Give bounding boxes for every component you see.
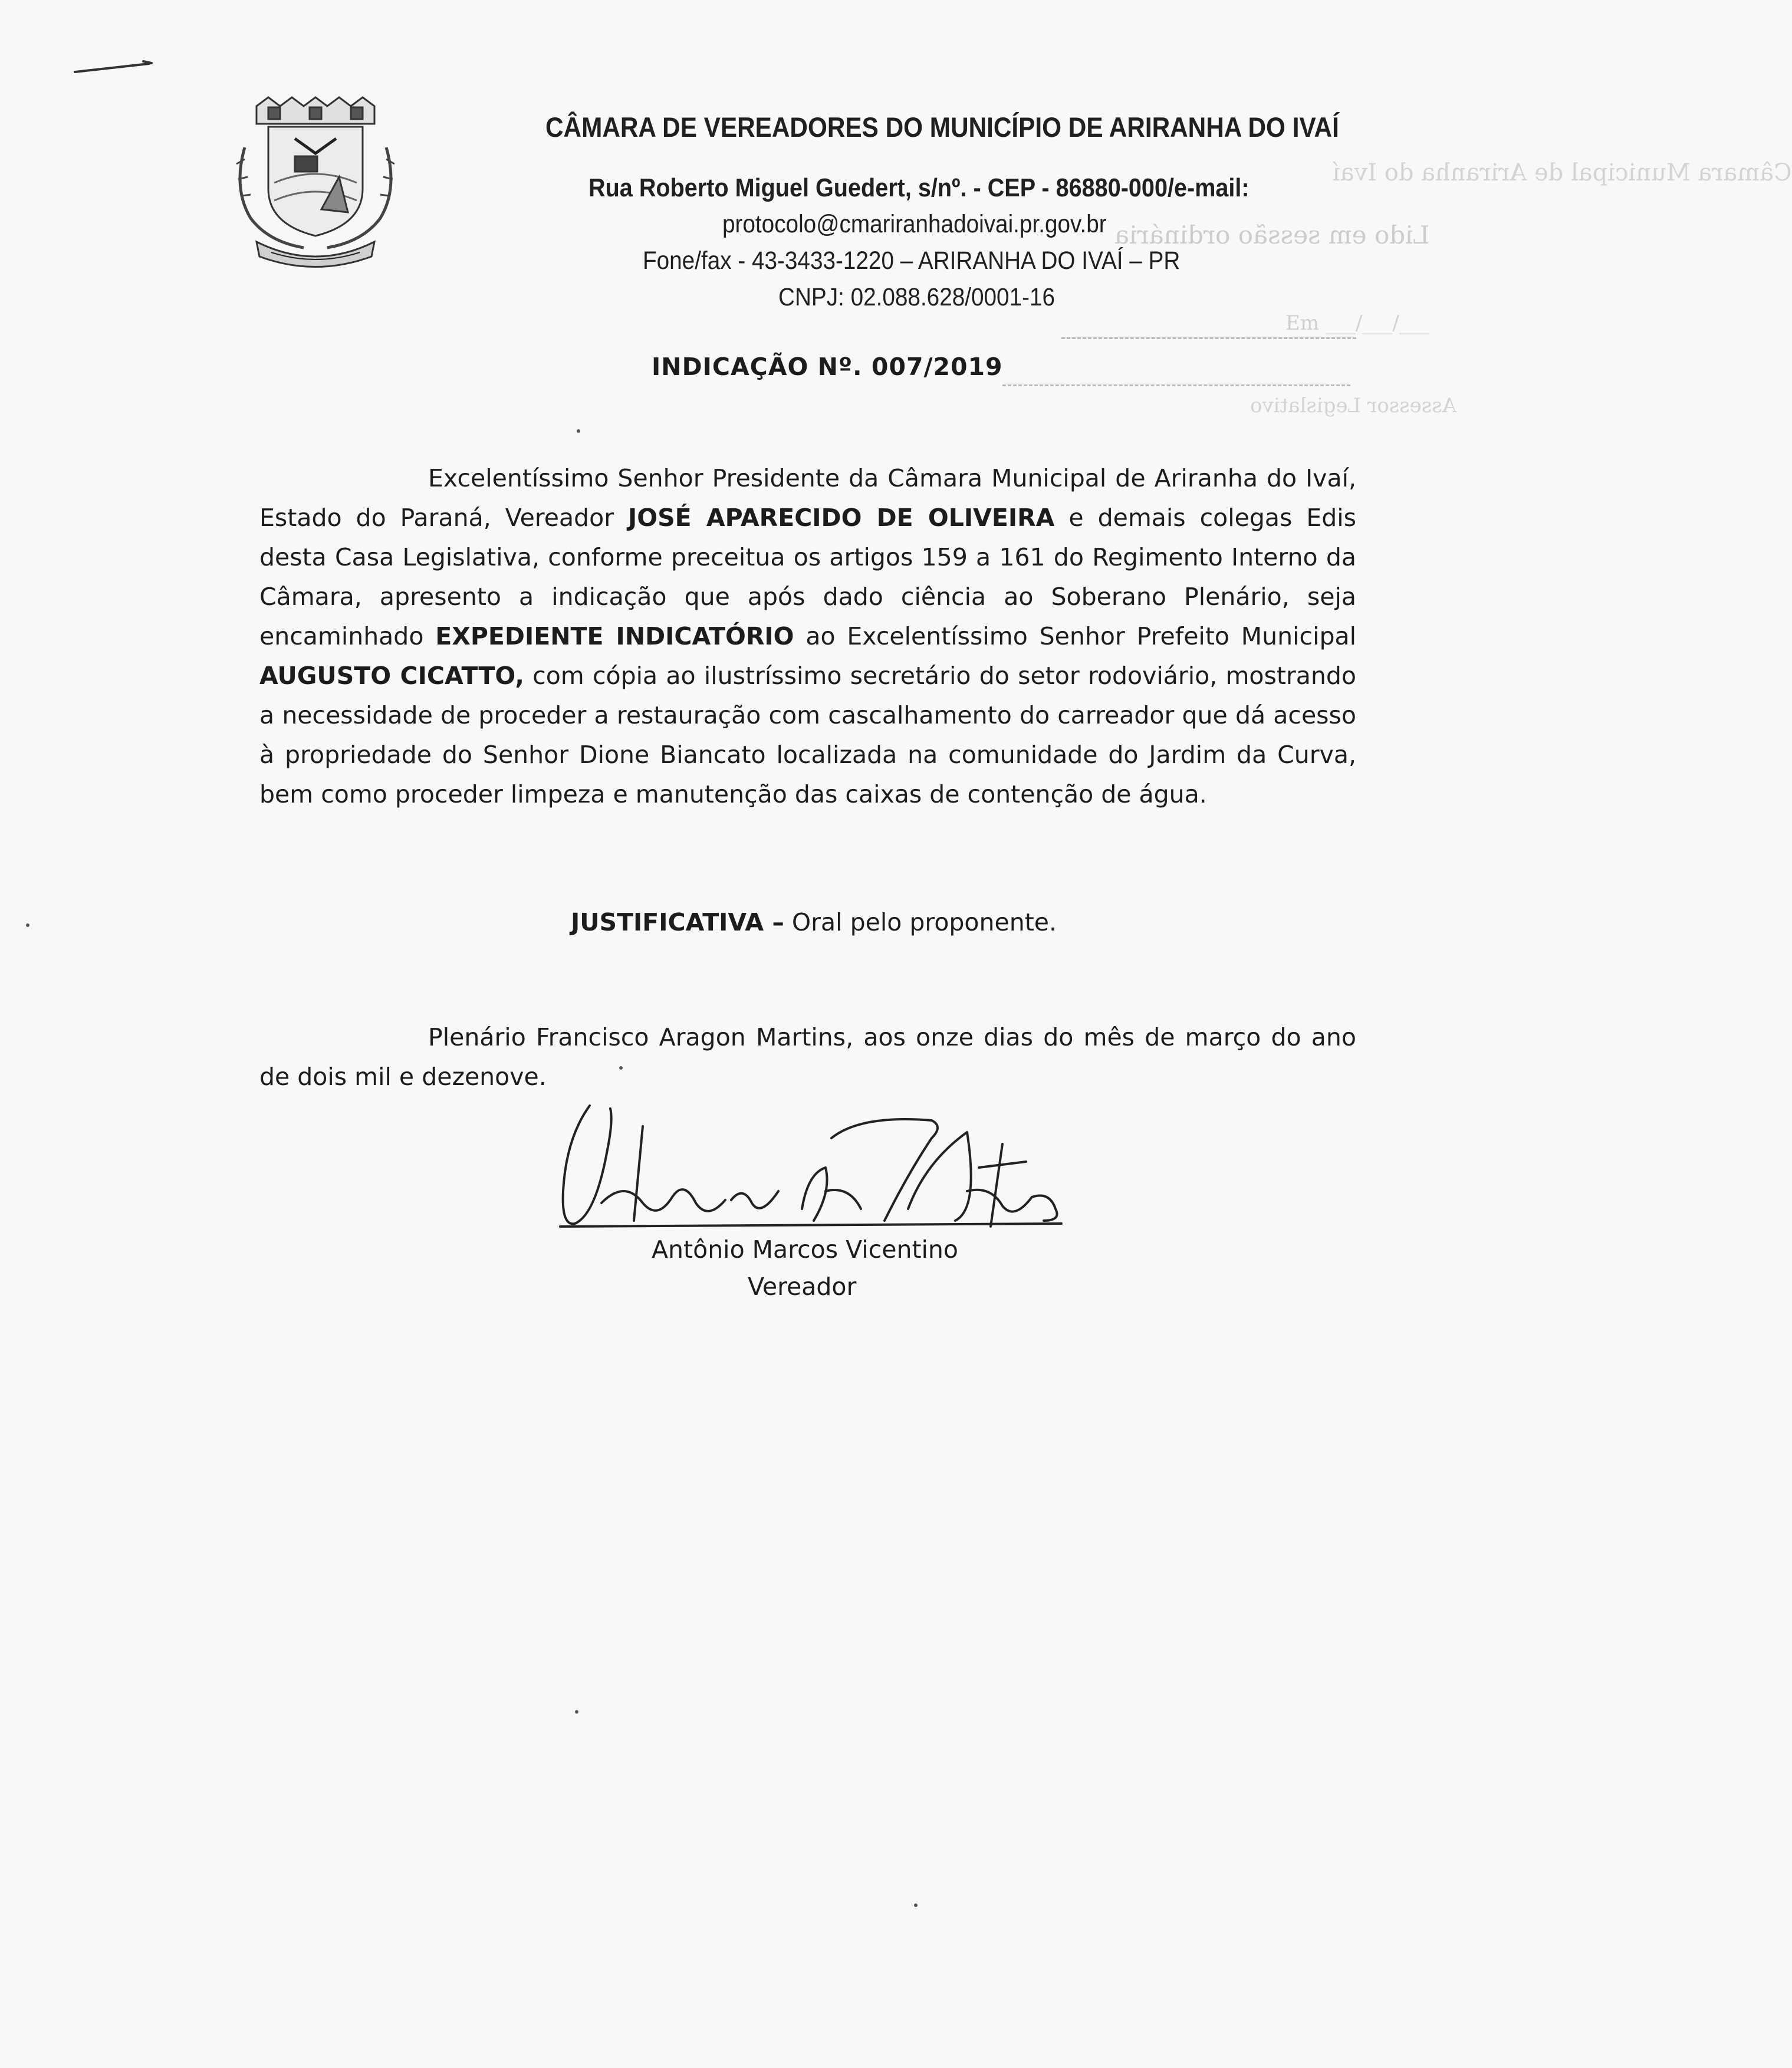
institution-phone: Fone/fax - 43-3433-1220 – ARIRANHA DO IVAÍ – PR <box>643 246 1181 275</box>
institution-cnpj: CNPJ: 02.088.628/0001-16 <box>778 283 1056 311</box>
closing-text: Plenário Francisco Aragon Martins, aos onze dias do mês de março do ano de dois mil e dezenove. <box>259 1023 1356 1091</box>
stamp-rule <box>1002 384 1350 386</box>
scan-speck <box>577 429 580 433</box>
justification-text: Oral pelo proponente. <box>784 908 1057 936</box>
closing-paragraph <box>259 1018 1356 1097</box>
stamp-rule <box>1061 337 1356 339</box>
justification <box>571 908 1057 936</box>
body-text-segment: ao Excelentíssimo Senhor Prefeito Municipal <box>794 622 1356 650</box>
stamp-line-1: Câmara Municipal de Ariranha do Ivaí <box>1333 159 1792 186</box>
institution-address: Rua Roberto Miguel Guedert, s/nº. - CEP - 86880-000/e-mail: <box>588 173 1250 202</box>
body-text-segment: Excelentíssimo Senhor Presidente da Câmara Municipal de Ariranha do Ivaí, Estado do Paraná, Vereador <box>259 464 1356 532</box>
scan-speck <box>26 923 29 927</box>
faded-receipt-stamp <box>1002 154 1792 426</box>
body-text-segment: e demais colegas Edis desta Casa Legislativa, conforme preceitua os artigos 159 a 161 do Regimento Interno da Câmara, apresento a indicação que após dado ciência ao Soberano Plenário, seja encaminhado <box>259 504 1356 650</box>
signer-role: Vereador <box>748 1273 857 1301</box>
municipal-coat-of-arms <box>233 94 398 277</box>
institution-name: CÂMARA DE VEREADORES DO MUNICÍPIO DE ARIRANHA DO IVAÍ <box>545 111 1339 143</box>
scan-speck <box>575 1710 578 1714</box>
document-number-title: INDICAÇÃO Nº. 007/2019 <box>652 353 1003 381</box>
indication-body <box>259 459 1356 814</box>
council-president-name: JOSÉ APARECIDO DE OLIVEIRA <box>628 504 1055 532</box>
stamp-line-3: Em ___/___/___ <box>1285 311 1429 335</box>
justification-label: JUSTIFICATIVA – <box>571 908 784 936</box>
mayor-name: AUGUSTO CICATTO, <box>259 662 524 690</box>
handwritten-signature <box>554 1103 1073 1244</box>
stamp-line-4: Assessor Legislativo <box>1250 394 1457 417</box>
scan-speck <box>619 1066 623 1070</box>
institution-email: protocolo@cmariranhadoivai.pr.gov.br <box>722 210 1107 238</box>
stamp-line-2: Lido em sessão ordinária <box>1114 221 1430 249</box>
body-text-segment: com cópia ao ilustríssimo secretário do setor rodoviário, mostrando a necessidade de proceder a restauração com cascalhamento do carreador que dá acesso à propriedade do Senhor Dione Biancato localizada na comunidade do Jardim da Curva, bem como proceder limpeza e manutenção das caixas de contenção de água. <box>259 662 1356 808</box>
signer-name: Antônio Marcos Vicentino <box>652 1235 958 1264</box>
scan-speck <box>914 1903 918 1907</box>
expedient-label: EXPEDIENTE INDICATÓRIO <box>435 622 794 650</box>
pen-mark <box>74 59 156 77</box>
